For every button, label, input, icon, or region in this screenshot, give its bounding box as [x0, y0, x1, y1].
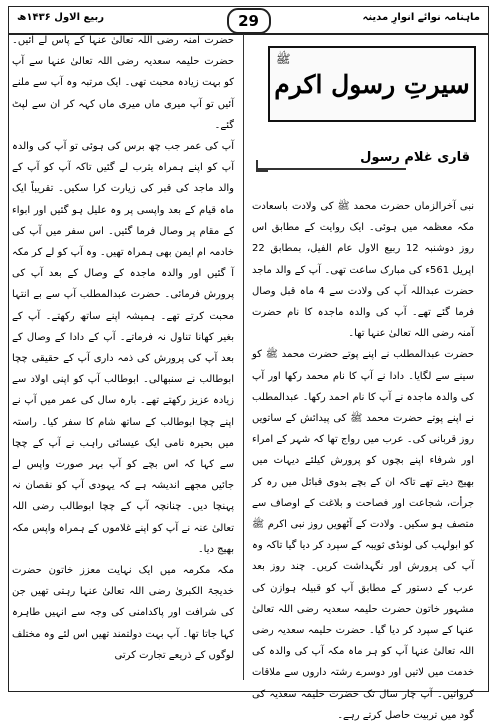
paragraph: آپ کی عمر جب چھ برس کی ہوئی تو آپ کی والدہ آپ کو اپنے ہمراہ یثرب لے گئیں تاکہ آپ کو آپ کے والد ماجد کی قبر کی زیارت کرا سکیں۔ تقریباً ایک ماہ قیام کے بعد واپسی پر وہ علیل ہو گئیں اور ابواء کے مقام پر وصال فرما گئیں۔ اس سفر میں آپ کی خادمہ ام ایمن بھی ہمراہ تھیں۔ وہ آپ کو لے کر مکہ آ گئیں اور والدہ ماجدہ کے وصال کے بعد آپ کی پرورش فرمائی۔ حضرت عبدالمطلب آپ سے بے انتہا محبت کرتے تھے۔ ہمیشہ اپنے ساتھ رکھتے۔ آپ کے بغیر کھانا تناول نہ فرماتے۔ آپ کے دادا کے وصال کے بعد آپ کی پرورش کی ذمہ داری آپ کے حقیقی چچا ابوطالب نے سنبھالی۔ ابوطالب آپ کو اپنی اولاد سے زیادہ عزیز رکھتے تھے۔ بارہ سال کی عمر میں آپ نے اپنے چچا ابوطالب کے ساتھ شام کا سفر کیا۔ راستہ میں بحیرہ نامی ایک عیسائی راہب نے آپ کے چچا سے کہا کہ اس بچے کو آپ بہر صورت واپس لے جائیں مجھے اندیشہ ہے کہ یہودی آپ کو نقصان نہ پہنچا دیں۔ چنانچہ آپ کے چچا ابوطالب رضی اللہ تعالیٰ عنہ نے آپ کو اپنے غلاموں کے ہمراہ واپس مکہ بھیج دیا۔ — [12, 141, 234, 555]
paragraph: مکہ مکرمہ میں ایک نہایت معزز خاتون حضرت خدیجۃ الکبریٰ رضی اللہ تعالیٰ عنہا رہتی تھیں جن کی شرافت اور پاکدامنی کی وجہ سے انہیں طاہرہ کہا جاتا تھا۔ آپ بہت دولتمند تھیں اس لئے وہ مختلف لوگوں کے ذریعے تجارت کرتی — [12, 565, 234, 661]
column-divider — [243, 34, 244, 680]
article-title-box — [268, 46, 476, 122]
paragraph: نبی آخرالزماں حضرت محمد ﷺ کی ولادت باسعادت مکہ معظمہ میں ہوئی۔ ایک روایت کے مطابق اس روز دوشنبہ 12 ربیع الاول عام الفیل، بمطابق 22 اپریل 561ء کی مبارک ساعت تھی۔ آپ کے والد ماجد حضرت عبداللہ آپ کی ولادت سے 4 ماہ قبل وصال فرما گئے تھے۔ آپ کی والدہ ماجدہ کا نام حضرت آمنہ رضی اللہ تعالیٰ عنہا تھا۔ — [252, 201, 474, 340]
magazine-name: ماہنامہ نوائے انوارِ مدینہ — [362, 12, 480, 23]
article-title: سیرتِ رسول اکرم — [274, 69, 470, 99]
author-underline-hook — [256, 160, 268, 172]
author-underline — [256, 168, 406, 170]
issue-date: ربیع الاول ۱۴۳۶ھ — [17, 12, 104, 23]
paragraph: حضرت عبدالمطلب نے اپنے پوتے حضرت محمد ﷺ کو سینے سے لگایا۔ دادا نے آپ کا نام محمد رکھا اور آپ کی والدہ ماجدہ نے آپ کا نام احمد رکھا۔ عبدالمطلب نے اپنے پوتے حضرت محمد ﷺ کی پیدائش کے ساتویں روز قربانی کی۔ عرب میں رواج تھا کہ شہر کے امراء اور شرفاء اپنے بچوں کو پرورش کیلئے دیہات میں بھیج دیتے تھے تاکہ ان کے بچے بدوی قبائل میں رہ کر جرأت، شجاعت اور فصاحت و بلاغت کے اوصاف سے متصف ہو سکیں۔ ولادت کے آٹھویں روز نبی اکرم ﷺ کو ابولہب کی لونڈی ثویبہ کے سپرد کر دیا گیا تاکہ وہ آپ کی پرورش اور نگہداشت کریں۔ چند روز بعد عرب کے دستور کے مطابق آپ کو قبیلہ ہوازن کی مشہور خاتون حضرت حلیمہ سعدیہ رضی اللہ تعالیٰ عنہا کے سپرد کر دیا گیا۔ حضرت حلیمہ سعدیہ رضی اللہ تعالیٰ عنہا آپ کو ہر ماہ مکہ آپ کی والدہ کی خدمت میں لاتیں اور دوسرے رشتہ داروں سے ملاقات کرواتیں۔ آپ چار سال تک حضرت حلیمہ سعدیہ کی گود میں تربیت حاصل کرتے رہے۔ — [252, 349, 474, 721]
salutation-glyph: ﷺ — [276, 52, 291, 66]
author-name: قاری غلام رسول — [360, 150, 470, 165]
left-column-text — [12, 30, 234, 680]
page-number: 29 — [227, 8, 271, 34]
right-column-text — [252, 196, 474, 721]
paragraph: حضرت آمنہ رضی اللہ تعالیٰ عنہا کے پاس لے آئیں۔ حضرت حلیمہ سعدیہ رضی اللہ تعالیٰ عنہا سے آپ کو بہت زیادہ محبت تھی۔ ایک مرتبہ وہ آپ سے ملنے آئیں تو آپ میری ماں میری ماں کہہ کر ان سے لپٹ گئے۔ — [12, 35, 234, 131]
